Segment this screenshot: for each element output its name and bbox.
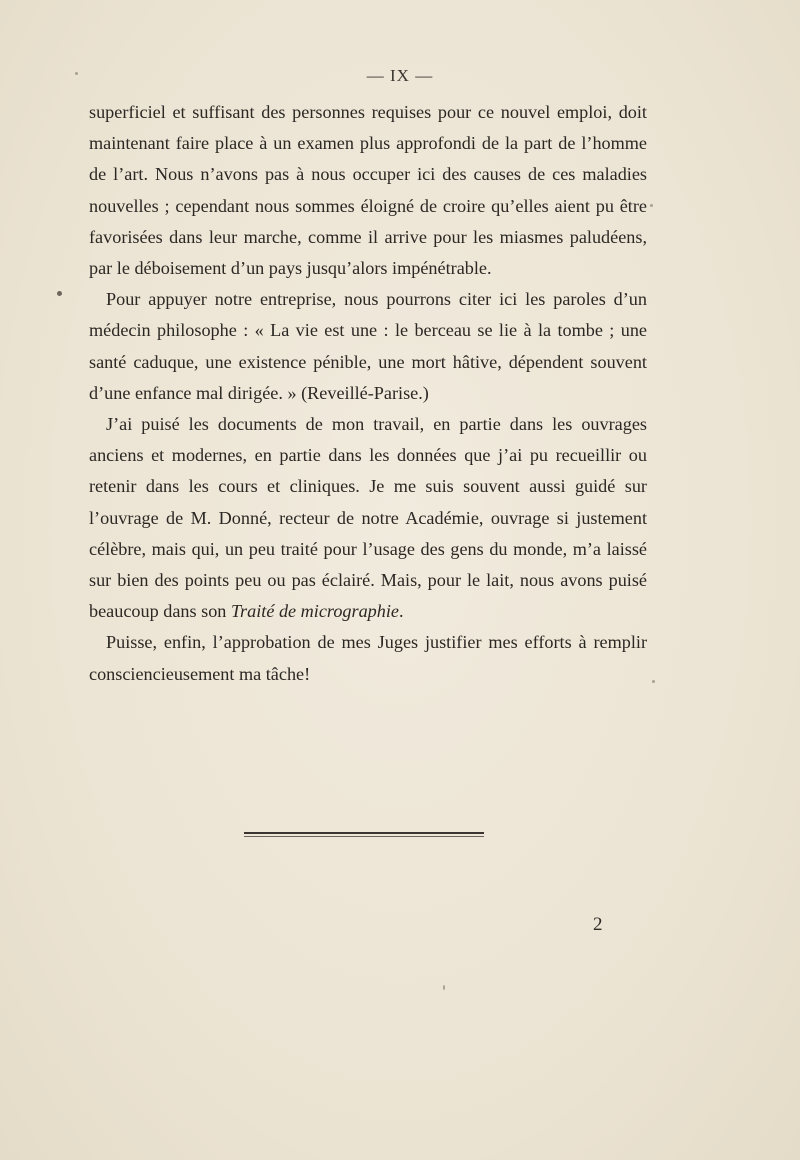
paragraph-1: superficiel et suffisant des personnes requises pour ce nouvel emploi, doit maintenant faire place à un examen plus approfondi de la part de l’homme de l’art. Nous n’avons pas à nous occuper ici des causes de ces maladies nouvelles ; cependant nous sommes éloigné de croire qu’elles aient pu être favorisées dans leur marche, comme il arrive pour les miasmes paludéens, par le déboisement d’un pays jusqu’alors impénétrable.	[89, 102, 647, 279]
paragraph-3	[89, 409, 647, 627]
paragraph-3-text: J’ai puisé les documents de mon travail, en partie dans les ouvrages anciens et modernes, en partie dans les données que j’ai pu recueillir ou retenir dans les cours et cliniques. Je me suis souvent aussi guidé sur l’ouvrage de M. Donné, recteur de notre Académie, ouvrage si justement célèbre, mais qui, un peu traité pour l’usage des gens du monde, m’a laissé sur bien des points peu ou pas éclairé. Mais, pour le lait, nous avons puisé beaucoup dans son	[89, 414, 647, 622]
separator-rule	[244, 832, 484, 834]
book-title: Traité de micrographie	[230, 601, 399, 622]
signature-mark: 2	[593, 914, 603, 935]
paper-speck	[75, 72, 78, 75]
paper-speck	[443, 985, 445, 990]
paragraph-2: Pour appuyer notre entreprise, nous pourrons citer ici les paroles d’un médecin philosophe : « La vie est une : le berceau se lie à la tombe ; une santé caduque, une existence pénible, une mort hâtive, dépendent souvent d’une enfance mal dirigée. » (Reveillé-Parise.)	[89, 289, 647, 403]
page-body	[89, 97, 647, 690]
paragraph-4: Puisse, enfin, l’approbation de mes Juges justifier mes efforts à remplir consciencieusement ma tâche!	[89, 632, 647, 684]
running-head: — IX —	[366, 66, 434, 85]
paper-speck	[652, 680, 655, 683]
paper-speck	[57, 291, 62, 296]
separator-rule-thin	[244, 836, 484, 837]
paragraph-3-end: .	[399, 601, 404, 622]
paper-speck	[650, 204, 653, 207]
